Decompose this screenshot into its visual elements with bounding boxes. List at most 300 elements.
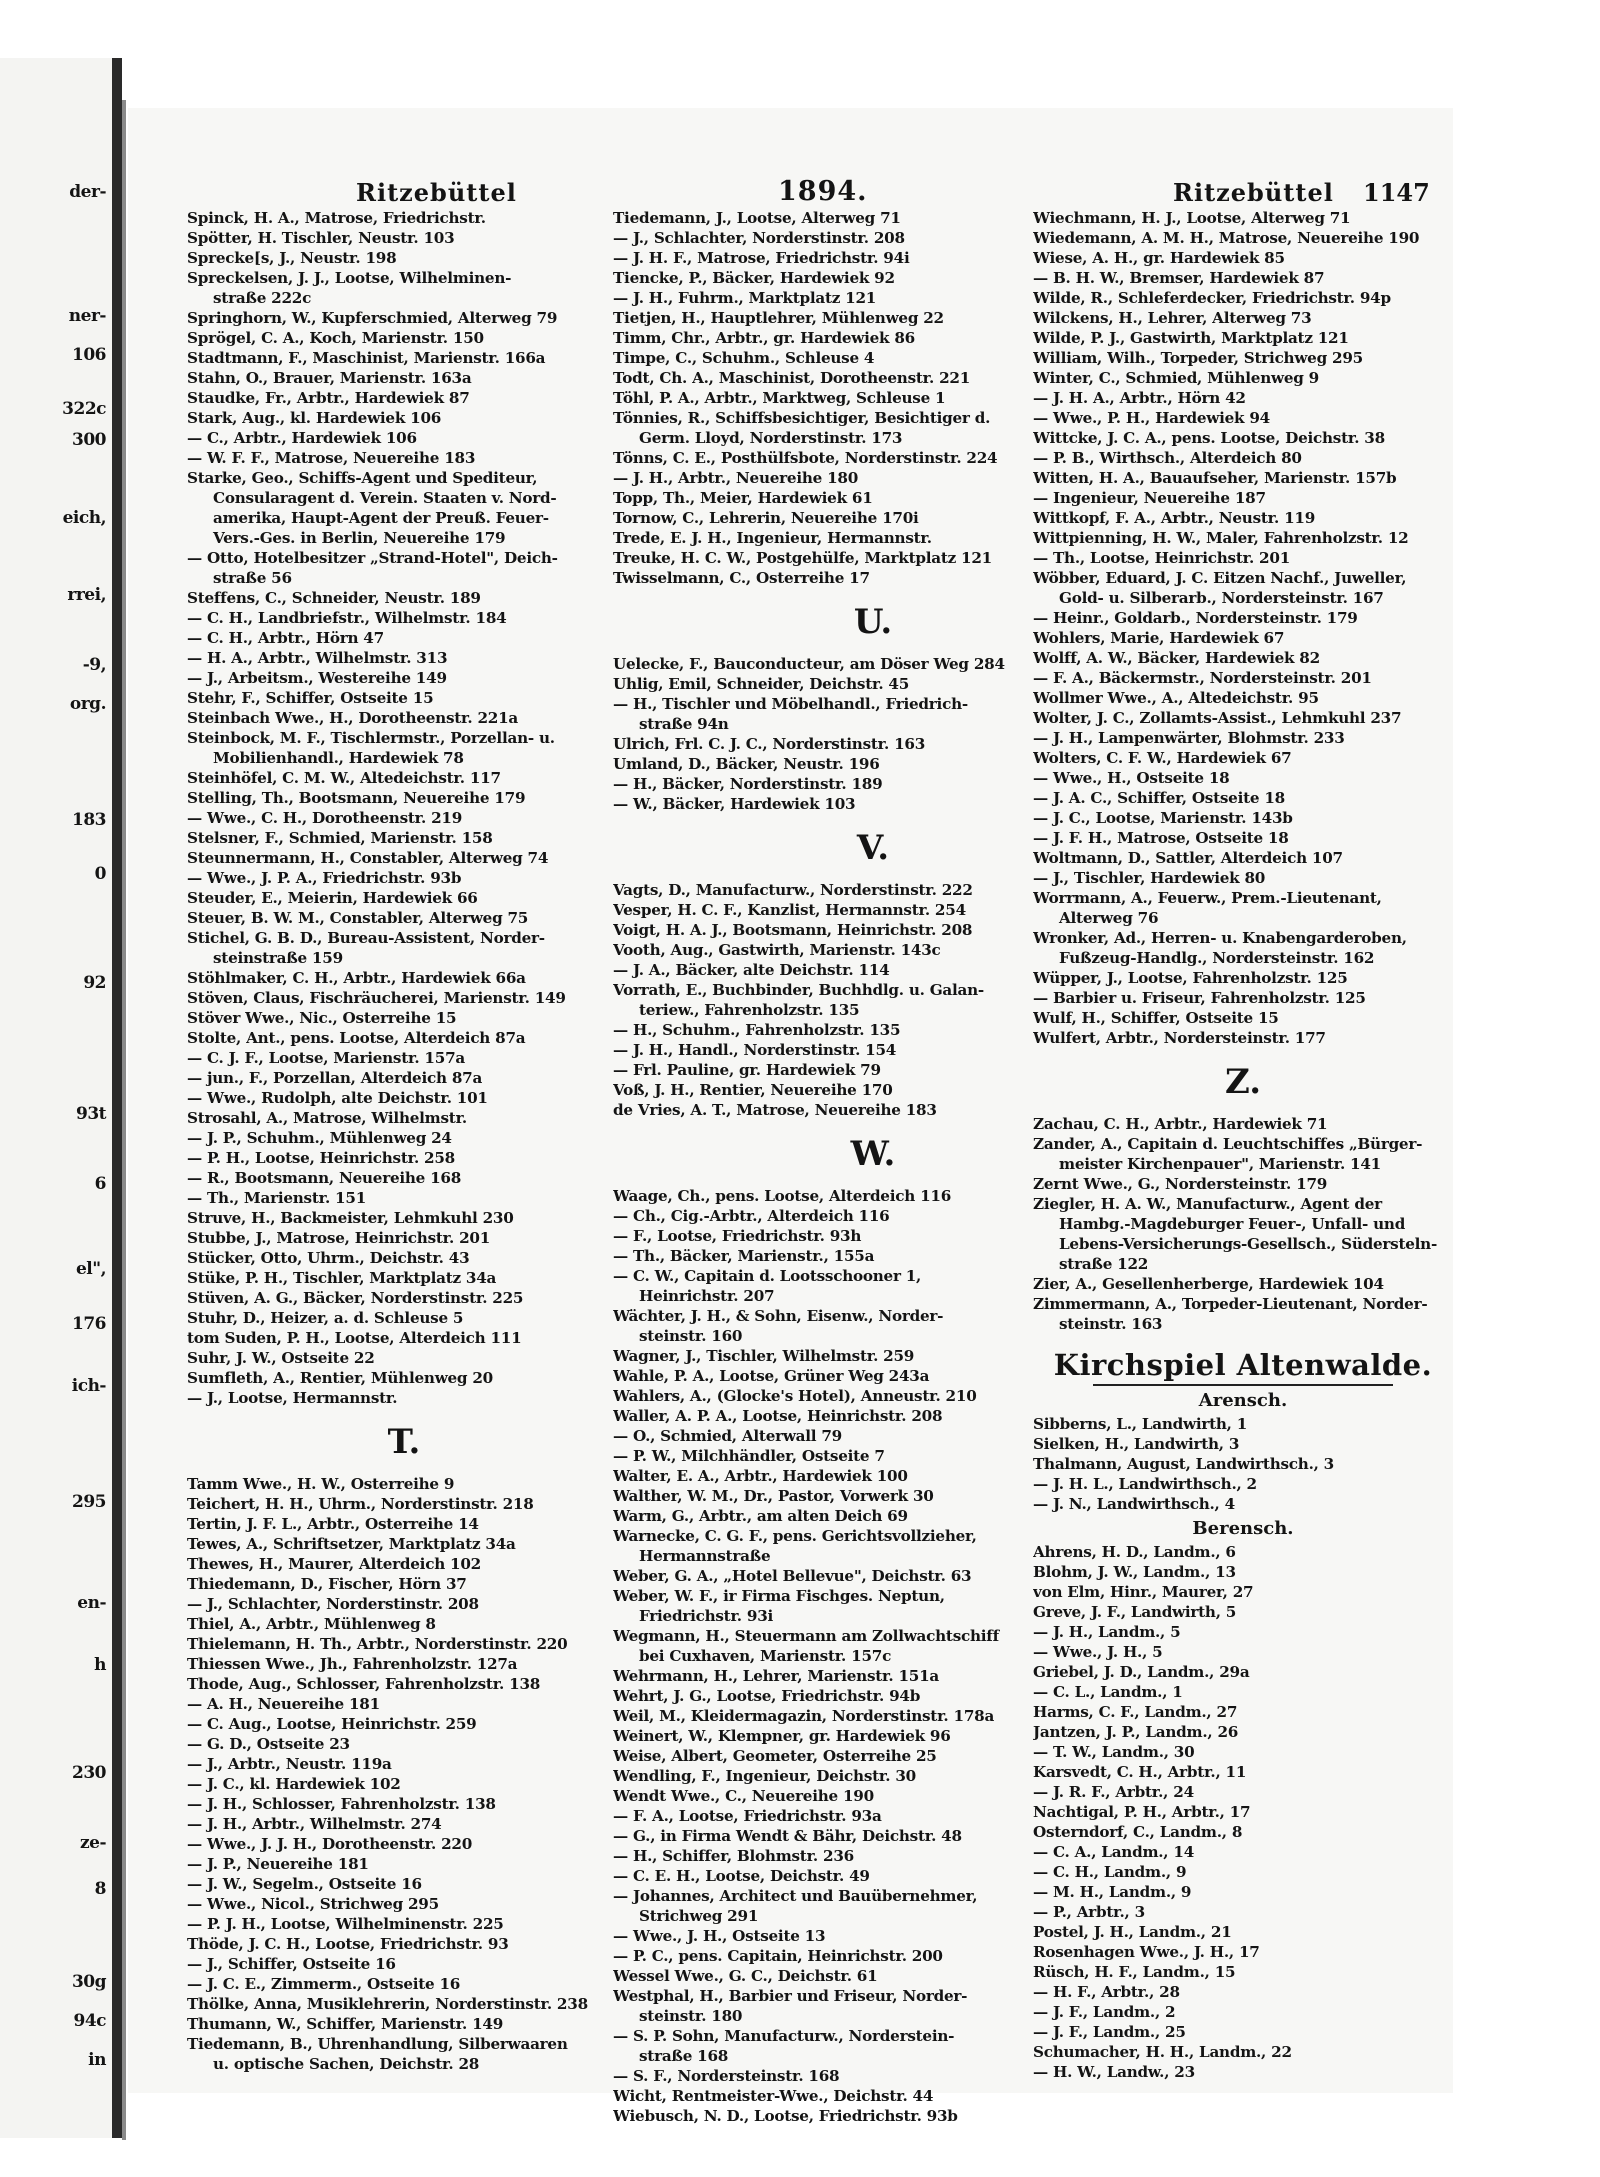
directory-entry: Postel, J. H., Landm., 21 <box>1033 1923 1232 1941</box>
village-heading: Arensch. <box>1198 1390 1288 1411</box>
previous-page-text-fragment: 0 <box>94 864 106 884</box>
directory-entry: Warm, G., Arbtr., am alten Deich 69 <box>613 1507 908 1525</box>
directory-entry: Sprögel, C. A., Koch, Marienstr. 150 <box>187 329 484 347</box>
directory-entry: — H., Bäcker, Norderstinstr. 189 <box>613 775 883 793</box>
directory-entry: — J. H., Arbtr., Neuereihe 180 <box>613 469 859 487</box>
letter-section-heading: U. <box>853 602 893 642</box>
directory-entry: Stuhr, D., Heizer, a. d. Schleuse 5 <box>187 1309 464 1327</box>
directory-entry: — S. P. Sohn, Manufacturw., Norderstein- <box>613 2027 955 2045</box>
previous-page-text-fragment: ner- <box>68 306 106 326</box>
previous-page-text-fragment: en- <box>77 1592 106 1613</box>
directory-entry: — J. H. F., Matrose, Friedrichstr. 94i <box>613 249 910 267</box>
directory-entry: Wulfert, Arbtr., Nordersteinstr. 177 <box>1033 1029 1326 1047</box>
directory-entry: Todt, Ch. A., Maschinist, Dorotheenstr. 221 <box>613 369 971 387</box>
entry-continuation: Heinrichstr. 207 <box>639 1287 775 1305</box>
directory-entry: Winter, C., Schmied, Mühlenweg 9 <box>1033 369 1319 387</box>
directory-entry: Griebel, J. D., Landm., 29a <box>1033 1663 1250 1681</box>
directory-entry: — Wwe., J. H., Ostseite 13 <box>613 1927 826 1945</box>
previous-page-text-fragment: 295 <box>72 1491 106 1512</box>
directory-entry: — J., Arbtr., Neustr. 119a <box>187 1755 392 1773</box>
directory-entry: Thalmann, August, Landwirthsch., 3 <box>1033 1455 1335 1473</box>
directory-entry: — Wwe., J. J. H., Dorotheenstr. 220 <box>187 1835 473 1853</box>
directory-entry: — H. A., Arbtr., Wilhelmstr. 313 <box>187 649 448 667</box>
previous-page-text-fragment: der- <box>69 182 106 202</box>
directory-entry: Nachtigal, P. H., Arbtr., 17 <box>1033 1803 1251 1821</box>
directory-entry: Wolff, A. W., Bäcker, Hardewiek 82 <box>1033 649 1320 667</box>
directory-entry: Weise, Albert, Geometer, Osterreihe 25 <box>613 1747 937 1765</box>
directory-entry: — Johannes, Architect und Bauübernehmer, <box>613 1887 978 1905</box>
directory-entry: Wicht, Rentmeister-Wwe., Deichstr. 44 <box>613 2087 934 2105</box>
directory-entry: Thumann, W., Schiffer, Marienstr. 149 <box>187 2015 504 2033</box>
directory-entry: Uelecke, F., Bauconducteur, am Döser Weg 284 <box>613 655 1005 673</box>
directory-entry: Sprecke[s, J., Neustr. 198 <box>187 249 397 267</box>
entry-continuation: straße 56 <box>213 569 292 587</box>
directory-entry: Wehrmann, H., Lehrer, Marienstr. 151a <box>613 1667 939 1685</box>
directory-entry: Jantzen, J. P., Landm., 26 <box>1033 1723 1239 1741</box>
entry-continuation: teriew., Fahrenholzstr. 135 <box>639 1001 860 1019</box>
directory-entry: Tönnies, R., Schiffsbesichtiger, Besichtiger d. <box>613 409 991 427</box>
directory-entry: — Barbier u. Friseur, Fahrenholzstr. 125 <box>1033 989 1366 1007</box>
entry-continuation: Gold- u. Silberarb., Nordersteinstr. 167 <box>1059 589 1384 607</box>
directory-entry: Uhlig, Emil, Schneider, Deichstr. 45 <box>613 675 910 693</box>
directory-entry: Stöhlmaker, C. H., Arbtr., Hardewiek 66a <box>187 969 526 987</box>
previous-page-text-fragment: rrei, <box>67 585 106 605</box>
entry-continuation: Hambg.-Magdeburger Feuer-, Unfall- und <box>1059 1215 1406 1233</box>
directory-entry: Wilckens, H., Lehrer, Alterweg 73 <box>1033 309 1312 327</box>
directory-entry: Wahlers, A., (Glocke's Hotel), Anneustr. 210 <box>613 1387 977 1405</box>
directory-entry: — B. H. W., Bremser, Hardewiek 87 <box>1033 269 1325 287</box>
directory-entry: — J. H., Schlosser, Fahrenholzstr. 138 <box>187 1795 496 1813</box>
directory-entry: Stadtmann, F., Maschinist, Marienstr. 166a <box>187 349 546 367</box>
entry-continuation: Friedrichstr. 93i <box>639 1607 774 1625</box>
directory-entry: — P. C., pens. Capitain, Heinrichstr. 200 <box>613 1947 943 1965</box>
directory-entry: — J. R. F., Arbtr., 24 <box>1033 1783 1194 1801</box>
directory-entry: Strosahl, A., Matrose, Wilhelmstr. <box>187 1109 467 1127</box>
directory-entry: — J., Schlachter, Norderstinstr. 208 <box>187 1595 479 1613</box>
directory-entry: Ziegler, H. A. W., Manufacturw., Agent der <box>1033 1195 1382 1213</box>
directory-entry: — J. C. E., Zimmerm., Ostseite 16 <box>187 1975 461 1993</box>
directory-entry: Sielken, H., Landwirth, 3 <box>1033 1435 1240 1453</box>
directory-entry: — F. A., Bäckermstr., Nordersteinstr. 201 <box>1033 669 1372 687</box>
previous-page-text-fragment: el", <box>75 1259 106 1280</box>
directory-entry: Witten, H. A., Bauaufseher, Marienstr. 157b <box>1033 469 1397 487</box>
previous-page-text-fragment: eich, <box>62 507 106 528</box>
entry-continuation: steinstr. 163 <box>1059 1315 1163 1333</box>
directory-entry: Twisselmann, C., Osterreihe 17 <box>613 569 870 587</box>
entry-continuation: amerika, Haupt-Agent der Preuß. Feuer- <box>213 509 549 527</box>
directory-entry: Zernt Wwe., G., Nordersteinstr. 179 <box>1033 1175 1328 1193</box>
directory-entry: Greve, J. F., Landwirth, 5 <box>1033 1603 1237 1621</box>
directory-entry: Wiese, A. H., gr. Hardewiek 85 <box>1033 249 1285 267</box>
directory-entry: Weil, M., Kleidermagazin, Norderstinstr. 178a <box>613 1707 995 1725</box>
directory-entry: Stahn, O., Brauer, Marienstr. 163a <box>187 369 472 387</box>
entry-continuation: Lebens-Versicherungs-Gesellsch., Südersteln- <box>1059 1235 1438 1253</box>
directory-entry: — Frl. Pauline, gr. Hardewiek 79 <box>613 1061 881 1079</box>
page-margin-right <box>1453 108 1600 2093</box>
previous-page-text-fragment: h <box>94 1654 106 1675</box>
directory-entry: — C. L., Landm., 1 <box>1033 1683 1183 1701</box>
directory-entry: Schumacher, H. H., Landm., 22 <box>1033 2043 1292 2061</box>
entry-continuation: u. optische Sachen, Deichstr. 28 <box>213 2055 480 2073</box>
directory-entry: — J., Arbeitsm., Westereihe 149 <box>187 669 447 687</box>
directory-entry: — Wwe., J. H., 5 <box>1033 1643 1163 1661</box>
directory-entry: Tiedemann, J., Lootse, Alterweg 71 <box>613 209 901 227</box>
previous-page-text-fragment: 106 <box>72 344 106 365</box>
village-heading: Berensch. <box>1192 1518 1294 1539</box>
previous-page-text-fragment: org. <box>69 693 106 714</box>
directory-entry: — P., Arbtr., 3 <box>1033 1903 1145 1921</box>
directory-entry: Stelsner, F., Schmied, Marienstr. 158 <box>187 829 493 847</box>
directory-entry: — Wwe., H., Ostseite 18 <box>1033 769 1230 787</box>
directory-entry: Thode, Aug., Schlosser, Fahrenholzstr. 138 <box>187 1675 541 1693</box>
directory-entry: — Ch., Cig.-Arbtr., Alterdeich 116 <box>613 1207 890 1225</box>
directory-entry: Woltmann, D., Sattler, Alterdeich 107 <box>1033 849 1343 867</box>
directory-entry: Vagts, D., Manufacturw., Norderstinstr. 222 <box>613 881 973 899</box>
directory-entry: — Otto, Hotelbesitzer „Strand-Hotel", Deich- <box>187 549 558 567</box>
directory-entry: Wollmer Wwe., A., Altedeichstr. 95 <box>1033 689 1319 707</box>
previous-page-text-fragment: 300 <box>72 430 106 450</box>
directory-entry: Stubbe, J., Matrose, Heinrichstr. 201 <box>187 1229 491 1247</box>
directory-entry: — Wwe., Nicol., Strichweg 295 <box>187 1895 439 1913</box>
directory-entry: Thiedemann, D., Fischer, Hörn 37 <box>187 1575 467 1593</box>
previous-page-text-fragment: 93t <box>75 1104 106 1125</box>
entry-continuation: straße 94n <box>639 715 729 733</box>
directory-entry: Wiebusch, N. D., Lootse, Friedrichstr. 93b <box>613 2107 958 2125</box>
directory-entry: — M. H., Landm., 9 <box>1033 1883 1192 1901</box>
directory-entry: — P. H., Lootse, Heinrichstr. 258 <box>187 1149 455 1167</box>
directory-entry: — J. H. L., Landwirthsch., 2 <box>1033 1475 1257 1493</box>
previous-page-text-fragment: ich- <box>71 1375 106 1396</box>
directory-entry: Wolter, J. C., Zollamts-Assist., Lehmkuhl 237 <box>1033 709 1402 727</box>
previous-page-text-fragment: 183 <box>72 809 106 830</box>
directory-entry: — H., Tischler und Möbelhandl., Friedrich- <box>613 695 968 713</box>
directory-entry: Voß, J. H., Rentier, Neuereihe 170 <box>613 1081 893 1099</box>
directory-entry: — jun., F., Porzellan, Alterdeich 87a <box>187 1069 483 1087</box>
directory-entry: Wittpienning, H. W., Maler, Fahrenholzstr. 12 <box>1033 529 1409 547</box>
directory-entry: Wulf, H., Schiffer, Ostseite 15 <box>1033 1009 1279 1027</box>
column-3 <box>1033 208 1453 2082</box>
directory-entry: Vooth, Aug., Gastwirth, Marienstr. 143c <box>613 941 941 959</box>
previous-page-text-fragment: 8 <box>94 1879 106 1900</box>
directory-entry: Stichel, G. B. D., Bureau-Assistent, Norder- <box>187 929 545 947</box>
directory-entry: — S. F., Nordersteinstr. 168 <box>613 2067 840 2085</box>
directory-entry: — C. H., Landm., 9 <box>1033 1863 1187 1881</box>
previous-page-edge <box>0 58 112 2138</box>
previous-page-text-fragment: 92 <box>83 972 106 993</box>
directory-entry: — F. A., Lootse, Friedrichstr. 93a <box>613 1807 882 1825</box>
directory-entry: Stelling, Th., Bootsmann, Neuereihe 179 <box>187 789 526 807</box>
directory-entry: — G. D., Ostseite 23 <box>187 1735 350 1753</box>
directory-entry: — O., Schmied, Alterwall 79 <box>613 1427 842 1445</box>
directory-entry: — J. H., Arbtr., Wilhelmstr. 274 <box>187 1815 442 1833</box>
directory-entry: Spinck, H. A., Matrose, Friedrichstr. <box>187 209 486 227</box>
directory-entry: — Heinr., Goldarb., Nordersteinstr. 179 <box>1033 609 1358 627</box>
directory-entry: Wittkopf, F. A., Arbtr., Neustr. 119 <box>1033 509 1316 527</box>
directory-entry: Wagner, J., Tischler, Wilhelmstr. 259 <box>613 1347 915 1365</box>
letter-section-heading: Z. <box>1224 1062 1262 1102</box>
directory-entry: Vorrath, E., Buchbinder, Buchhdlg. u. Galan- <box>613 981 984 999</box>
directory-entry: Steuder, E., Meierin, Hardewiek 66 <box>187 889 478 907</box>
letter-section-heading: W. <box>850 1134 896 1174</box>
previous-page-text-fragment: -9, <box>82 654 106 675</box>
directory-entry: — C. J. F., Lootse, Marienstr. 157a <box>187 1049 465 1067</box>
directory-entry: Thiessen Wwe., Jh., Fahrenholzstr. 127a <box>187 1655 518 1673</box>
directory-entry: Treuke, H. C. W., Postgehülfe, Marktplatz 121 <box>613 549 992 567</box>
entry-continuation: Mobilienhandl., Hardewiek 78 <box>213 749 464 767</box>
directory-entry: Westphal, H., Barbier und Friseur, Norder- <box>613 1987 968 2005</box>
entry-continuation: bei Cuxhaven, Marienstr. 157c <box>639 1647 892 1665</box>
directory-entry: Worrmann, A., Feuerw., Prem.-Lieutenant, <box>1033 889 1382 907</box>
directory-entry: — Ingenieur, Neuereihe 187 <box>1033 489 1266 507</box>
directory-entry: Thielemann, H. Th., Arbtr., Norderstinstr. 220 <box>187 1635 568 1653</box>
directory-entry: — G., in Firma Wendt & Bähr, Deichstr. 48 <box>613 1827 962 1845</box>
directory-entry: — J. F., Landm., 25 <box>1033 2023 1186 2041</box>
directory-entry: Wendling, F., Ingenieur, Deichstr. 30 <box>613 1767 916 1785</box>
directory-entry: — P. B., Wirthsch., Alterdeich 80 <box>1033 449 1302 467</box>
directory-entry: Zachau, C. H., Arbtr., Hardewiek 71 <box>1033 1115 1328 1133</box>
directory-entry: Weinert, W., Klempner, gr. Hardewiek 96 <box>613 1727 951 1745</box>
directory-entry: — F., Lootse, Friedrichstr. 93h <box>613 1227 862 1245</box>
directory-entry: — P. J. H., Lootse, Wilhelminenstr. 225 <box>187 1915 504 1933</box>
column-1 <box>187 208 621 2074</box>
gutter-shadow <box>122 100 126 2140</box>
directory-entry: Rosenhagen Wwe., J. H., 17 <box>1033 1943 1260 1961</box>
directory-entry: Wilde, R., Schleferdecker, Friedrichstr. 94p <box>1033 289 1391 307</box>
directory-entry: — J. A., Bäcker, alte Deichstr. 114 <box>613 961 890 979</box>
directory-entry: Walther, W. M., Dr., Pastor, Vorwerk 30 <box>613 1487 934 1505</box>
directory-entry: Wehrt, J. G., Lootse, Friedrichstr. 94b <box>613 1687 921 1705</box>
directory-entry: Rüsch, H. F., Landm., 15 <box>1033 1963 1236 1981</box>
entry-continuation: Germ. Lloyd, Norderstinstr. 173 <box>639 429 903 447</box>
directory-entry: — J. F. H., Matrose, Ostseite 18 <box>1033 829 1289 847</box>
entry-continuation: Alterweg 76 <box>1059 909 1159 927</box>
previous-page-text-fragment: ze- <box>79 1832 106 1853</box>
directory-entry: William, Wilh., Torpeder, Strichweg 295 <box>1033 349 1363 367</box>
directory-entry: Tietjen, H., Hauptlehrer, Mühlenweg 22 <box>613 309 944 327</box>
directory-entry: Osterndorf, C., Landm., 8 <box>1033 1823 1243 1841</box>
entry-continuation: steinstraße 159 <box>213 949 343 967</box>
directory-entry: Stehr, F., Schiffer, Ostseite 15 <box>187 689 434 707</box>
previous-page-text-fragment: 176 <box>72 1313 106 1334</box>
directory-entry: — A. H., Neuereihe 181 <box>187 1695 380 1713</box>
previous-page-text-fragment: 6 <box>94 1174 106 1194</box>
directory-entry: Sumfleth, A., Rentier, Mühlenweg 20 <box>187 1369 493 1387</box>
directory-entry: Tiencke, P., Bäcker, Hardewiek 92 <box>613 269 895 287</box>
directory-entry: Vesper, H. C. F., Kanzlist, Hermannstr. 254 <box>613 901 966 919</box>
directory-entry: — C. Aug., Lootse, Heinrichstr. 259 <box>187 1715 477 1733</box>
year-heading: 1894. <box>778 176 868 207</box>
directory-entry: — C. E. H., Lootse, Deichstr. 49 <box>613 1867 870 1885</box>
directory-entry: — J. W., Segelm., Ostseite 16 <box>187 1875 422 1893</box>
directory-entry: Timm, Chr., Arbtr., gr. Hardewiek 86 <box>613 329 915 347</box>
directory-entry: Steunnermann, H., Constabler, Alterweg 74 <box>187 849 549 867</box>
directory-entry: Stüke, P. H., Tischler, Marktplatz 34a <box>187 1269 497 1287</box>
entry-continuation: straße 222c <box>213 289 312 307</box>
directory-entry: Suhr, J. W., Ostseite 22 <box>187 1349 375 1367</box>
directory-entry: Tornow, C., Lehrerin, Neuereihe 170i <box>613 509 919 527</box>
directory-entry: Trede, E. J. H., Ingenieur, Hermannstr. <box>613 529 932 547</box>
directory-entry: Zier, A., Gesellenherberge, Hardewiek 104 <box>1033 1275 1384 1293</box>
directory-entry: Blohm, J. W., Landm., 13 <box>1033 1563 1236 1581</box>
entry-continuation: steinstr. 180 <box>639 2007 743 2025</box>
page-number: 1147 <box>1363 178 1430 207</box>
directory-entry: Thölke, Anna, Musiklehrerin, Norderstinstr. 238 <box>187 1995 588 2013</box>
directory-entry: — P. W., Milchhändler, Ostseite 7 <box>613 1447 885 1465</box>
directory-entry: — J. N., Landwirthsch., 4 <box>1033 1495 1235 1513</box>
directory-entry: — J., Tischler, Hardewiek 80 <box>1033 869 1266 887</box>
directory-entry: Tamm Wwe., H. W., Osterreihe 9 <box>187 1475 455 1493</box>
directory-entry: Stüven, A. G., Bäcker, Norderstinstr. 225 <box>187 1289 524 1307</box>
directory-entry: Spötter, H. Tischler, Neustr. 103 <box>187 229 455 247</box>
directory-entry: Waller, A. P. A., Lootse, Heinrichstr. 208 <box>613 1407 943 1425</box>
directory-entry: — J. H. A., Arbtr., Hörn 42 <box>1033 389 1246 407</box>
directory-entry: Tewes, A., Schriftsetzer, Marktplatz 34a <box>187 1535 516 1553</box>
directory-entry: tom Suden, P. H., Lootse, Alterdeich 111 <box>187 1329 522 1347</box>
directory-entry: Ulrich, Frl. C. J. C., Norderstinstr. 163 <box>613 735 926 753</box>
directory-entry: Voigt, H. A. J., Bootsmann, Heinrichstr. 208 <box>613 921 973 939</box>
previous-page-text-fragment: 230 <box>72 1763 106 1783</box>
directory-entry: — W., Bäcker, Hardewiek 103 <box>613 795 856 813</box>
directory-entry: Walter, E. A., Arbtr., Hardewiek 100 <box>613 1467 908 1485</box>
directory-entry: Steuer, B. W. M., Constabler, Alterweg 75 <box>187 909 529 927</box>
directory-entry: Wendt Wwe., C., Neuereihe 190 <box>613 1787 874 1805</box>
directory-entry: Teichert, H. H., Uhrm., Norderstinstr. 218 <box>187 1495 534 1513</box>
directory-entry: Steffens, C., Schneider, Neustr. 189 <box>187 589 481 607</box>
directory-entry: — Th., Marienstr. 151 <box>187 1189 367 1207</box>
directory-entry: Umland, D., Bäcker, Neustr. 196 <box>613 755 880 773</box>
entry-continuation: straße 168 <box>639 2047 729 2065</box>
directory-entry: Karsvedt, C. H., Arbtr., 11 <box>1033 1763 1247 1781</box>
directory-entry: Wahle, P. A., Lootse, Grüner Weg 243a <box>613 1367 930 1385</box>
directory-entry: — J. P., Schuhm., Mühlenweg 24 <box>187 1129 452 1147</box>
directory-entry: von Elm, Hinr., Maurer, 27 <box>1033 1583 1254 1601</box>
directory-entry: — Wwe., C. H., Dorotheenstr. 219 <box>187 809 463 827</box>
directory-entry: Springhorn, W., Kupferschmied, Alterweg 79 <box>187 309 558 327</box>
directory-entry: Töhl, P. A., Arbtr., Marktweg, Schleuse 1 <box>613 389 946 407</box>
directory-entry: — T. W., Landm., 30 <box>1033 1743 1195 1761</box>
book-gutter <box>112 58 122 2138</box>
directory-entry: Wegmann, H., Steuermann am Zollwachtschiff <box>613 1627 999 1645</box>
directory-entry: Stöver Wwe., Nic., Osterreihe 15 <box>187 1009 457 1027</box>
directory-entry: — J. P., Neuereihe 181 <box>187 1855 369 1873</box>
letter-section-heading: T. <box>387 1422 421 1462</box>
directory-entry: Steinbach Wwe., H., Dorotheenstr. 221a <box>187 709 519 727</box>
previous-page-text-fragment: in <box>88 2049 106 2070</box>
directory-entry: Steinbock, M. F., Tischlermstr., Porzellan- u. <box>187 729 555 747</box>
directory-entry: Wächter, J. H., & Sohn, Eisenw., Norder- <box>613 1307 944 1325</box>
directory-entry: Topp, Th., Meier, Hardewiek 61 <box>613 489 873 507</box>
previous-page-text-fragment: 94c <box>73 2011 106 2031</box>
directory-entry: Stolte, Ant., pens. Lootse, Alterdeich 87a <box>187 1029 526 1047</box>
directory-entry: — Wwe., P. H., Hardewiek 94 <box>1033 409 1270 427</box>
directory-entry: — J. F., Landm., 2 <box>1033 2003 1176 2021</box>
directory-entry: Zander, A., Capitain d. Leuchtschiffes „Bürger- <box>1033 1135 1423 1153</box>
directory-entry: — J. C., kl. Hardewiek 102 <box>187 1775 401 1793</box>
directory-entry: de Vries, A. T., Matrose, Neuereihe 183 <box>613 1101 937 1119</box>
directory-entry: Warnecke, C. G. F., pens. Gerichtsvollzieher, <box>613 1527 977 1545</box>
directory-entry: Wüpper, J., Lootse, Fahrenholzstr. 125 <box>1033 969 1348 987</box>
directory-entry: — W. F. F., Matrose, Neuereihe 183 <box>187 449 476 467</box>
entry-continuation: meister Kirchenpauer", Marienstr. 141 <box>1059 1155 1381 1173</box>
directory-entry: Waage, Ch., pens. Lootse, Alterdeich 116 <box>613 1187 952 1205</box>
directory-entry: Tertin, J. F. L., Arbtr., Osterreihe 14 <box>187 1515 479 1533</box>
directory-entry: Stöven, Claus, Fischräucherei, Marienstr. 149 <box>187 989 566 1007</box>
directory-entry: — Wwe., Rudolph, alte Deichstr. 101 <box>187 1089 488 1107</box>
directory-entry: Thiel, A., Arbtr., Mühlenweg 8 <box>187 1615 436 1633</box>
directory-entry: Wiedemann, A. M. H., Matrose, Neuereihe 190 <box>1033 229 1420 247</box>
directory-entry: — J. H., Fuhrm., Marktplatz 121 <box>613 289 877 307</box>
directory-entry: Thewes, H., Maurer, Alterdeich 102 <box>187 1555 481 1573</box>
directory-entry: Thöde, J. C. H., Lootse, Friedrichstr. 93 <box>187 1935 509 1953</box>
directory-entry: — J., Schlachter, Norderstinstr. 208 <box>613 229 905 247</box>
directory-entry: Weber, W. F., ir Firma Fischges. Neptun, <box>613 1587 945 1605</box>
directory-entry: Wessel Wwe., G. C., Deichstr. 61 <box>613 1967 878 1985</box>
directory-entry: Wronker, Ad., Herren- u. Knabengarderoben, <box>1033 929 1407 947</box>
parish-heading: Kirchspiel Altenwalde. <box>1053 1348 1433 1382</box>
directory-entry: Timpe, C., Schuhm., Schleuse 4 <box>613 349 875 367</box>
parish-rule <box>1093 1384 1393 1386</box>
directory-entry: Wittcke, J. C. A., pens. Lootse, Deichstr. 38 <box>1033 429 1385 447</box>
directory-entry: — C. H., Arbtr., Hörn 47 <box>187 629 384 647</box>
directory-entry: — J. A. C., Schiffer, Ostseite 18 <box>1033 789 1285 807</box>
directory-entry: Steinhöfel, C. M. W., Altedeichstr. 117 <box>187 769 501 787</box>
entry-continuation: Consularagent d. Verein. Staaten v. Nord- <box>213 489 557 507</box>
directory-entry: — H., Schiffer, Blohmstr. 236 <box>613 1847 854 1865</box>
directory-entry: Harms, C. F., Landm., 27 <box>1033 1703 1238 1721</box>
directory-entry: — J. H., Landm., 5 <box>1033 1623 1181 1641</box>
directory-entry: Wilde, P. J., Gastwirth, Marktplatz 121 <box>1033 329 1349 347</box>
entry-continuation: Fußzeug-Handlg., Nordersteinstr. 162 <box>1059 949 1375 967</box>
directory-entry: — Th., Lootse, Heinrichstr. 201 <box>1033 549 1291 567</box>
entry-continuation: Hermannstraße <box>639 1547 771 1565</box>
directory-entry: Wohlers, Marie, Hardewiek 67 <box>1033 629 1285 647</box>
directory-entry: Wiechmann, H. J., Lootse, Alterweg 71 <box>1033 209 1351 227</box>
directory-entry: — J. H., Handl., Norderstinstr. 154 <box>613 1041 897 1059</box>
directory-page <box>128 108 1453 2125</box>
directory-entry: — C. W., Capitain d. Lootsschooner 1, <box>613 1267 922 1285</box>
directory-entry: Stark, Aug., kl. Hardewiek 106 <box>187 409 442 427</box>
entry-continuation: steinstr. 160 <box>639 1327 743 1345</box>
directory-entry: — Wwe., J. P. A., Friedrichstr. 93b <box>187 869 462 887</box>
directory-entry: — H. W., Landw., 23 <box>1033 2063 1195 2081</box>
directory-entry: Starke, Geo., Schiffs-Agent und Spediteur, <box>187 469 538 487</box>
directory-entry: Tiedemann, B., Uhrenhandlung, Silberwaaren <box>187 2035 568 2053</box>
directory-entry: — H. F., Arbtr., 28 <box>1033 1983 1180 2001</box>
directory-entry: — J., Schiffer, Ostseite 16 <box>187 1955 396 1973</box>
running-head-left: Ritzebüttel <box>356 178 517 207</box>
directory-entry: Tönns, C. E., Posthülfsbote, Norderstinstr. 224 <box>613 449 998 467</box>
directory-entry: Struve, H., Backmeister, Lehmkuhl 230 <box>187 1209 514 1227</box>
letter-section-heading: V. <box>856 828 890 868</box>
entry-continuation: Strichweg 291 <box>639 1907 759 1925</box>
directory-entry: Stücker, Otto, Uhrm., Deichstr. 43 <box>187 1249 470 1267</box>
directory-entry: — C. H., Landbriefstr., Wilhelmstr. 184 <box>187 609 507 627</box>
directory-entry: — J. H., Lampenwärter, Blohmstr. 233 <box>1033 729 1345 747</box>
entry-continuation: Vers.-Ges. in Berlin, Neuereihe 179 <box>213 529 506 547</box>
previous-page-text-fragment: 30g <box>71 1972 106 1993</box>
directory-entry: — C., Arbtr., Hardewiek 106 <box>187 429 417 447</box>
directory-entry: — C. A., Landm., 14 <box>1033 1843 1195 1861</box>
directory-entry: Zimmermann, A., Torpeder-Lieutenant, Norder- <box>1033 1295 1428 1313</box>
directory-entry: Wolters, C. F. W., Hardewiek 67 <box>1033 749 1292 767</box>
directory-entry: — J. C., Lootse, Marienstr. 143b <box>1033 809 1293 827</box>
directory-entry: — Th., Bäcker, Marienstr., 155a <box>613 1247 875 1265</box>
running-head-right: Ritzebüttel <box>1173 178 1334 207</box>
directory-entry: Spreckelsen, J. J., Lootse, Wilhelminen- <box>187 269 512 287</box>
directory-entry: Ahrens, H. D., Landm., 6 <box>1033 1543 1236 1561</box>
entry-continuation: straße 122 <box>1059 1255 1149 1273</box>
directory-entry: Sibberns, L., Landwirth, 1 <box>1033 1415 1248 1433</box>
